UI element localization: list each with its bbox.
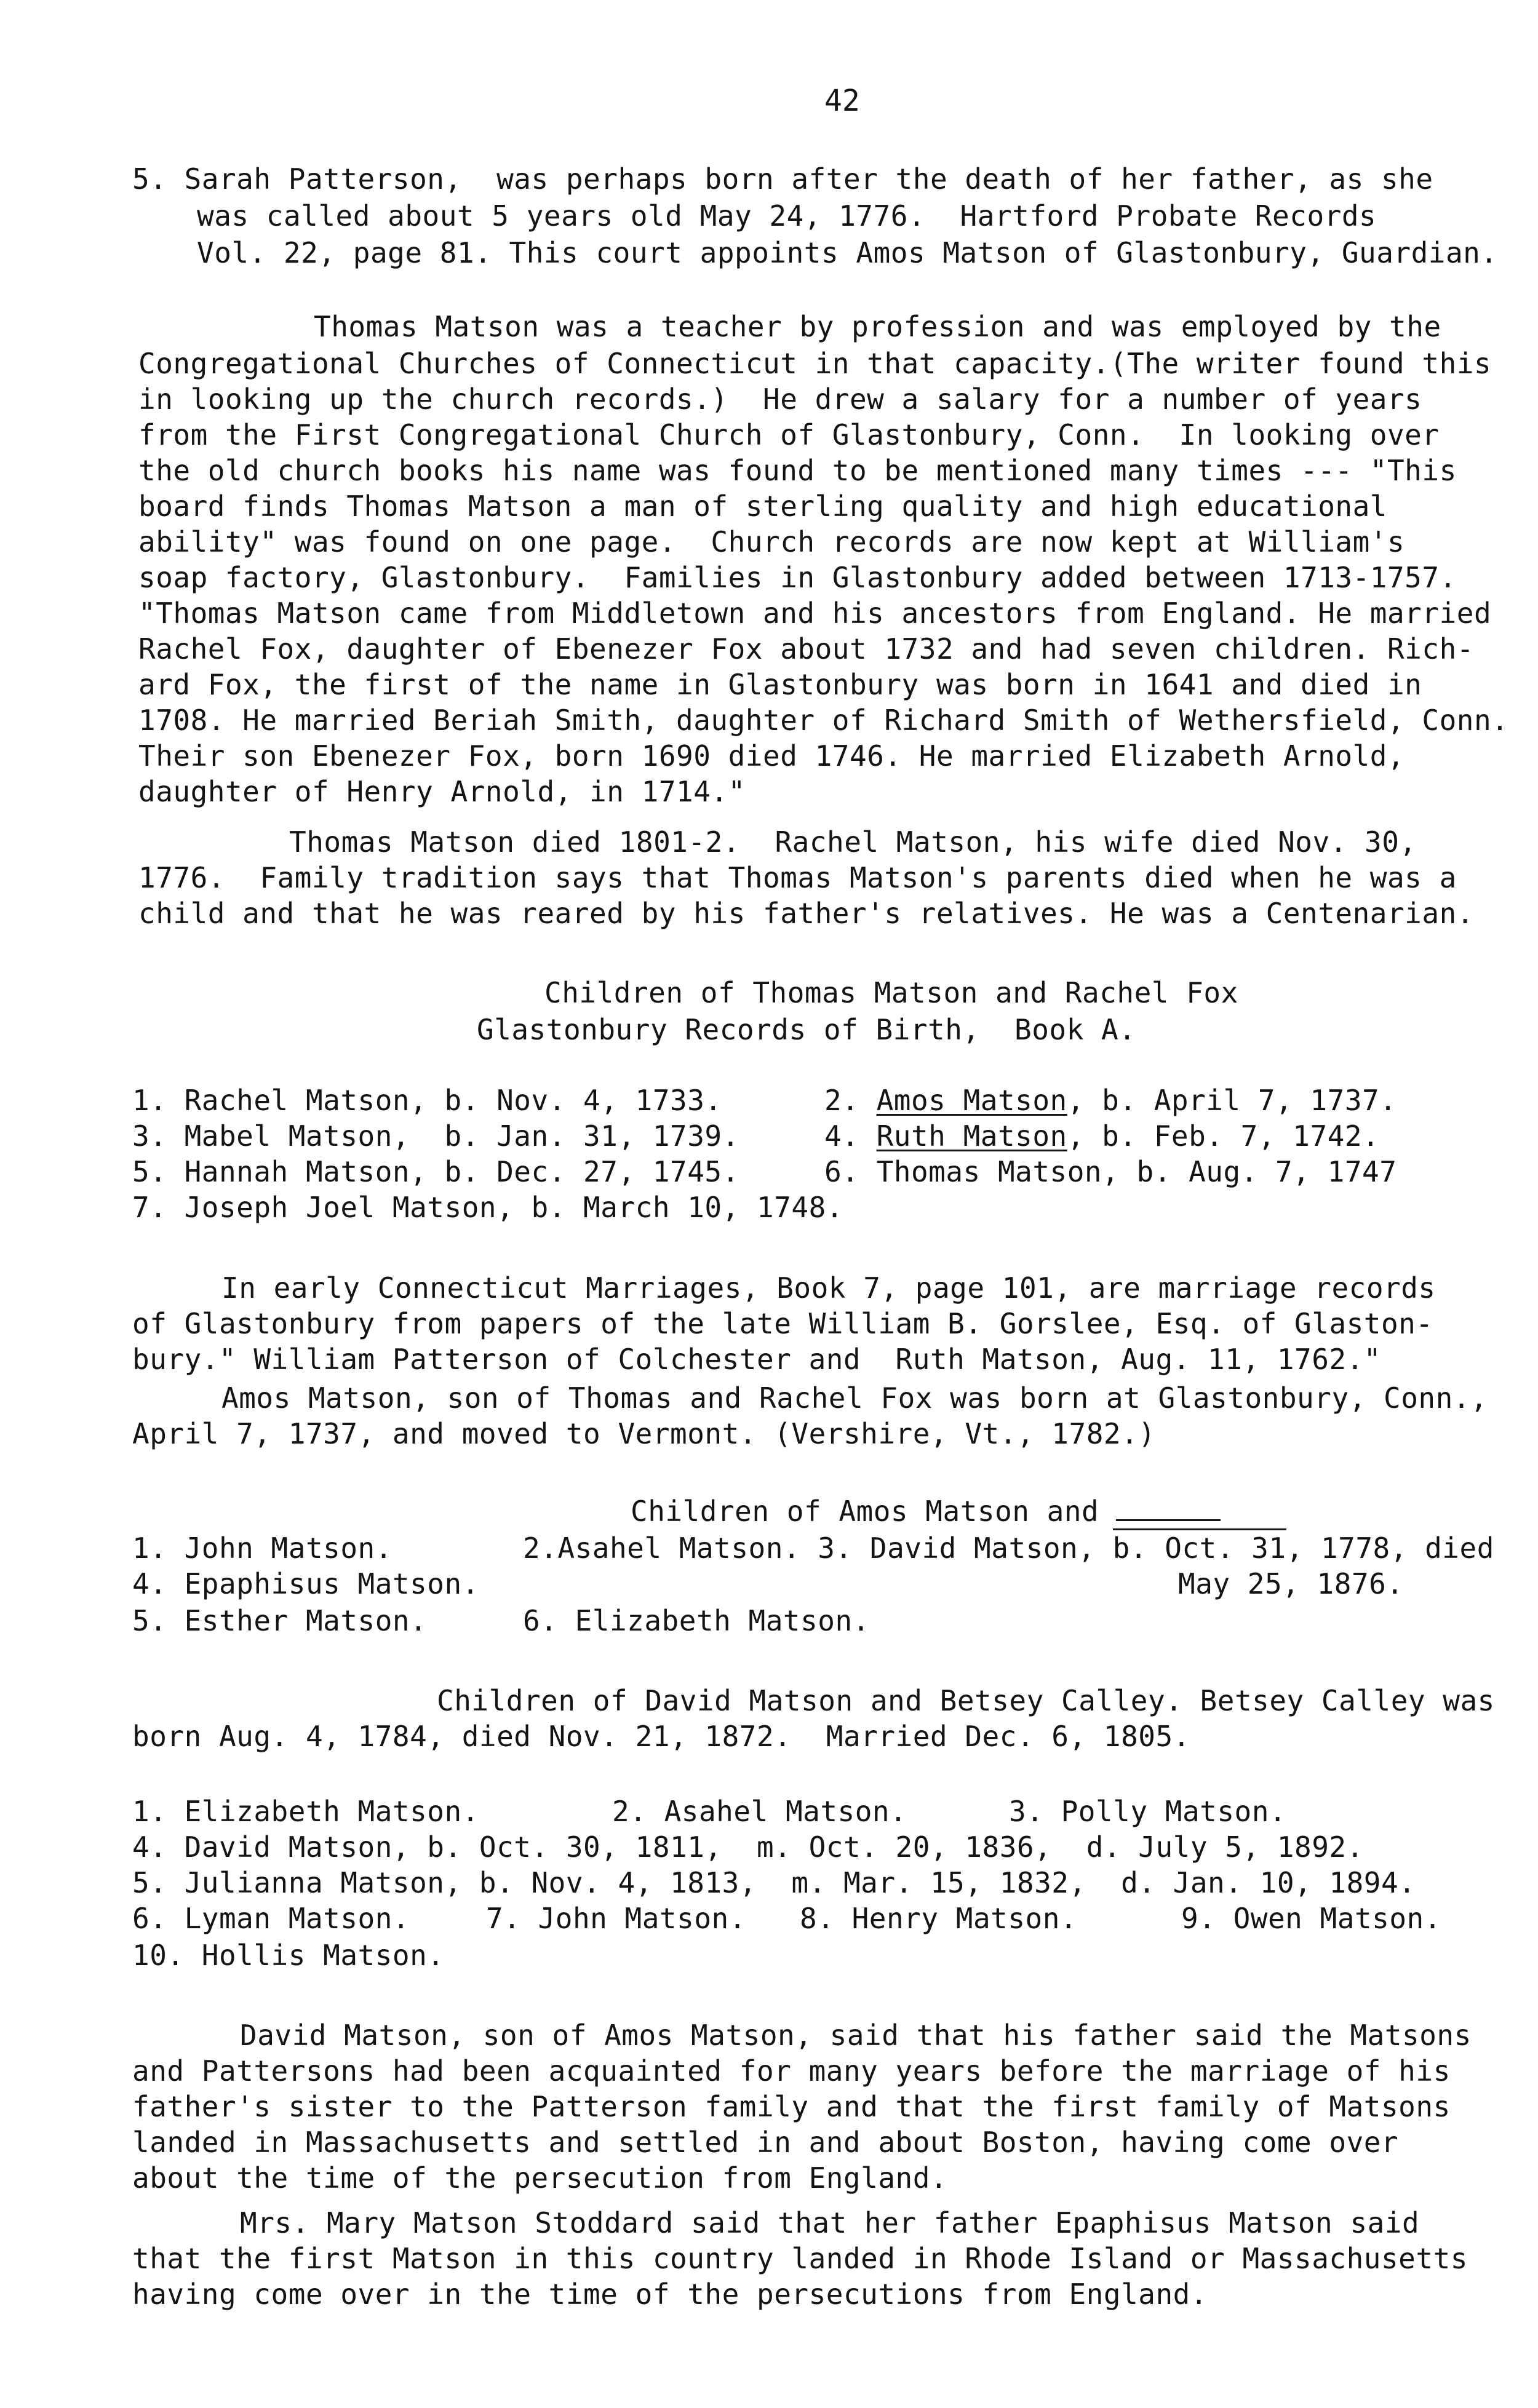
item-5-line-1: 5. Sarah Patterson, was perhaps born after the death of her father, as she [132, 162, 1433, 196]
paragraph-line: bury." William Patterson of Colchester and Ruth Matson, Aug. 11, 1762." [132, 1343, 1381, 1376]
child-entry: 5. Hannah Matson, b. Dec. 27, 1745. [132, 1155, 739, 1188]
item-5-line-3: Vol. 22, page 81. This court appoints Amos Matson of Glastonbury, Guardian. [197, 236, 1498, 269]
children-subheading: Glastonbury Records of Birth, Book A. [477, 1013, 1136, 1046]
child-entry: 1. Elizabeth Matson. [132, 1795, 479, 1828]
child-entry: 3. Polly Matson. [1009, 1795, 1287, 1828]
paragraph-line: father's sister to the Patterson family and that the first family of Matsons [132, 2090, 1451, 2123]
child-entry: 4. David Matson, b. Oct. 30, 1811, m. Oct. 20, 1836, d. July 5, 1892. [132, 1830, 1364, 1864]
child-entry: 8. Henry Matson. [800, 1902, 1078, 1935]
paragraph-line: "Thomas Matson came from Middletown and his ancestors from England. He married [138, 597, 1492, 630]
child-entry: 2.Asahel Matson. 3. David Matson, b. Oct. 31, 1778, died [523, 1530, 1494, 1566]
paragraph-line: the old church books his name was found to be mentioned many times --- "This [138, 454, 1457, 487]
paragraph-line: Thomas Matson died 1801-2. Rachel Matson, his wife died Nov. 30, [289, 825, 1417, 859]
children-heading: Children of Thomas Matson and Rachel Fox [544, 976, 1238, 1009]
paragraph-line: from the First Congregational Church of Glastonbury, Conn. In looking over [138, 418, 1440, 451]
children-heading: born Aug. 4, 1784, died Nov. 21, 1872. Married Dec. 6, 1805. [132, 1720, 1190, 1753]
paragraph-line: 1708. He married Beriah Smith, daughter of Richard Smith of Wethersfield, Conn. [138, 704, 1509, 737]
child-entry: 1. Rachel Matson, b. Nov. 4, 1733. [132, 1084, 722, 1117]
child-entry: 10. Hollis Matson. [132, 1939, 445, 1972]
child-entry: 6. Thomas Matson, b. Aug. 7, 1747 [824, 1155, 1397, 1188]
paragraph-line: Their son Ebenezer Fox, born 1690 died 1746. He married Elizabeth Arnold, [138, 739, 1405, 773]
paragraph-line: having come over in the time of the persecutions from England. [132, 2278, 1208, 2311]
child-entry: 7. John Matson. [486, 1902, 746, 1935]
paragraph-line: soap factory, Glastonbury. Families in Glastonbury added between 1713-1757. [138, 561, 1457, 594]
paragraph-line: Congregational Churches of Connecticut in that capacity.(The writer found this [138, 347, 1492, 380]
item-5-line-2: was called about 5 years old May 24, 1776. Hartford Probate Records [197, 199, 1377, 232]
paragraph-line: ard Fox, the first of the name in Glastonbury was born in 1641 and died in [138, 668, 1422, 701]
child-entry: 7. Joseph Joel Matson, b. March 10, 1748. [132, 1191, 843, 1224]
children-heading: Children of Amos Matson and [631, 1493, 1221, 1529]
paragraph-line: child and that he was reared by his father's relatives. He was a Centenarian. [138, 897, 1474, 930]
child-entry: 5. Esther Matson. [132, 1604, 428, 1637]
paragraph-line: David Matson, son of Amos Matson, said that his father said the Matsons [240, 2019, 1472, 2052]
child-entry: 1. John Matson. [132, 1532, 392, 1565]
paragraph-line: In early Connecticut Marriages, Book 7, page 101, are marriage records [221, 1271, 1436, 1305]
blank-line [1116, 1498, 1221, 1521]
child-entry: May 25, 1876. [1178, 1567, 1404, 1600]
child-entry: 4. Ruth Matson, b. Feb. 7, 1742. [824, 1119, 1380, 1153]
paragraph-line: board finds Thomas Matson a man of sterling quality and high educational [138, 490, 1387, 523]
child-entry: 9. Owen Matson. [1181, 1902, 1441, 1935]
child-entry: 6. Lyman Matson. [132, 1902, 410, 1935]
paragraph-line: Rachel Fox, daughter of Ebenezer Fox about 1732 and had seven children. Rich- [138, 632, 1474, 666]
paragraph-line: in looking up the church records.) He drew a salary for a number of years [138, 383, 1422, 416]
child-entry: 3. Mabel Matson, b. Jan. 31, 1739. [132, 1119, 739, 1153]
child-entry: 2. Amos Matson, b. April 7, 1737. [824, 1084, 1397, 1117]
paragraph-line: that the first Matson in this country landed in Rhode Island or Massachusetts [132, 2242, 1468, 2275]
paragraph-line: 1776. Family tradition says that Thomas Matson's parents died when he was a [138, 861, 1457, 894]
child-entry: 5. Julianna Matson, b. Nov. 4, 1813, m. Mar. 15, 1832, d. Jan. 10, 1894. [132, 1866, 1416, 1899]
page-number: 42 [824, 84, 860, 118]
paragraph-line: landed in Massachusetts and settled in and about Boston, having come over [132, 2126, 1399, 2159]
child-entry: 6. Elizabeth Matson. [523, 1604, 870, 1637]
paragraph-line: about the time of the persecution from England. [132, 2161, 948, 2195]
paragraph-line: of Glastonbury from papers of the late William B. Gorslee, Esq. of Glaston- [132, 1307, 1433, 1340]
paragraph-line: daughter of Henry Arnold, in 1714." [138, 775, 746, 808]
paragraph-line: April 7, 1737, and moved to Vermont. (Vershire, Vt., 1782.) [132, 1417, 1156, 1450]
paragraph-line: ability" was found on one page. Church records are now kept at William's [138, 525, 1405, 558]
children-heading: Children of David Matson and Betsey Calley. Betsey Calley was [437, 1684, 1495, 1717]
paragraph-line: Thomas Matson was a teacher by profession and was employed by the [314, 310, 1441, 343]
paragraph-line: Amos Matson, son of Thomas and Rachel Fox was born at Glastonbury, Conn., [221, 1381, 1488, 1415]
child-entry: 4. Epaphisus Matson. [132, 1567, 479, 1600]
child-entry: 2. Asahel Matson. [612, 1795, 907, 1828]
paragraph-line: Mrs. Mary Matson Stoddard said that her father Epaphisus Matson said [240, 2206, 1420, 2239]
paragraph-line: and Pattersons had been acquainted for many years before the marriage of his [132, 2054, 1451, 2088]
